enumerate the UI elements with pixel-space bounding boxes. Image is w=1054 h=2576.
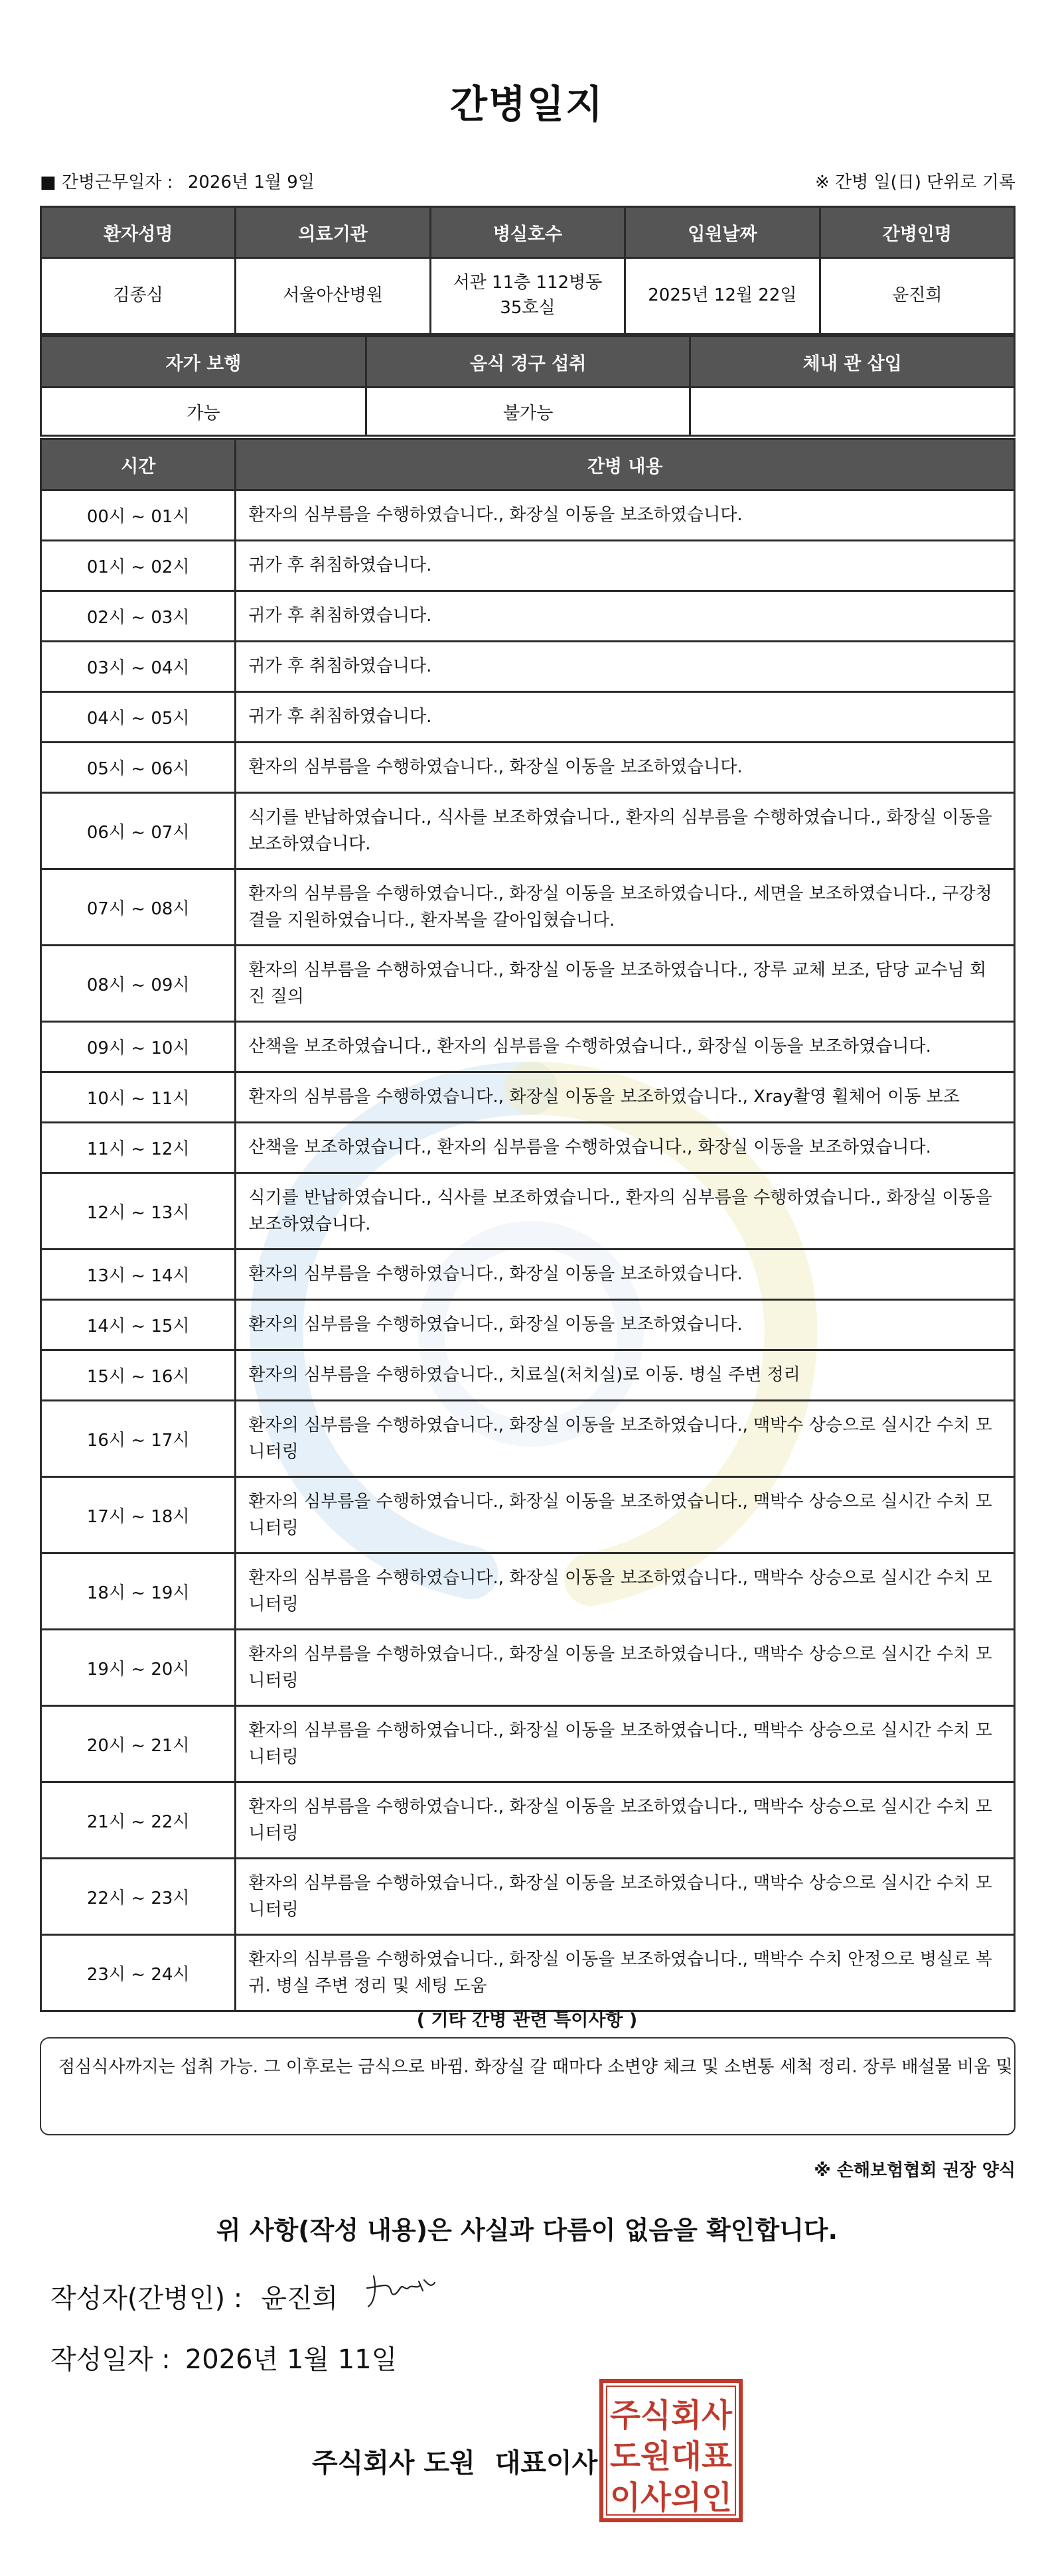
confirmation-statement: 위 사항(작성 내용)은 사실과 다름이 없음을 확인합니다. xyxy=(216,2216,838,2245)
meta-row xyxy=(40,169,1016,195)
hourly-care-log-table xyxy=(40,438,1016,2012)
table-row xyxy=(41,591,1015,642)
table-row xyxy=(41,490,1015,541)
table-row xyxy=(41,258,1015,334)
header-time: 시간 xyxy=(41,439,236,490)
table-row xyxy=(41,793,1015,869)
header-caregiver-name: 간병인명 xyxy=(820,207,1014,258)
log-content: 산책을 보조하였습니다., 환자의 심부름을 수행하였습니다., 화장실 이동을 보조하였습니다. xyxy=(236,1123,1015,1173)
special-notes-box: 점심식사까지는 섭취 가능. 그 이후로는 금식으로 바뀜. 화장실 갈 때마다 소변양 체크 및 소변통 세척 정리. 장루 배설물 비움 및 xyxy=(40,2037,1016,2135)
hospital: 서울아산병원 xyxy=(236,258,430,334)
log-content: 환자의 심부름을 수행하였습니다., 화장실 이동을 보조하였습니다., 맥박수 수치 안정으로 병실로 복귀. 병실 주변 정리 및 세팅 도움 xyxy=(236,1935,1015,2011)
representative-title: 대표이사 xyxy=(494,2448,598,2478)
log-time: 05시 ~ 06시 xyxy=(41,743,236,793)
table-row xyxy=(41,388,1015,436)
writer-label: 작성자(간병인) : xyxy=(50,2283,243,2314)
table-header-row xyxy=(41,207,1015,258)
log-time: 14시 ~ 15시 xyxy=(41,1300,236,1350)
written-date-value: 2026년 1월 11일 xyxy=(185,2344,398,2375)
tube-insertion-value xyxy=(690,388,1015,436)
company-name: 주식회사 도원 xyxy=(312,2448,475,2478)
table-row xyxy=(41,1553,1015,1630)
log-content: 환자의 심부름을 수행하였습니다., 화장실 이동을 보조하였습니다., 맥박수 상승으로 실시간 수치 모니터링 xyxy=(236,1706,1015,1782)
svg-text:도원대표: 도원대표 xyxy=(610,2438,733,2475)
table-row xyxy=(41,1859,1015,1935)
log-content: 귀가 후 취침하였습니다. xyxy=(236,692,1015,743)
log-content: 환자의 심부름을 수행하였습니다., 화장실 이동을 보조하였습니다., 맥박수 상승으로 실시간 수치 모니터링 xyxy=(236,1630,1015,1706)
table-row xyxy=(41,642,1015,692)
header-self-walking: 자가 보행 xyxy=(41,336,366,388)
log-content: 환자의 심부름을 수행하였습니다., 화장실 이동을 보조하였습니다., 맥박수 상승으로 실시간 수치 모니터링 xyxy=(236,1401,1015,1477)
table-row xyxy=(41,1350,1015,1401)
work-date-value: 2026년 1월 9일 xyxy=(187,173,315,192)
svg-text:이사의인: 이사의인 xyxy=(610,2479,732,2516)
header-oral-intake: 음식 경구 섭취 xyxy=(366,336,690,388)
log-time: 08시 ~ 09시 xyxy=(41,946,236,1022)
table-header-row xyxy=(41,336,1015,388)
company-line xyxy=(312,2442,597,2480)
writer-line xyxy=(50,2277,338,2315)
log-content: 환자의 심부름을 수행하였습니다., 화장실 이동을 보조하였습니다., 맥박수 상승으로 실시간 수치 모니터링 xyxy=(236,1477,1015,1553)
log-time: 06시 ~ 07시 xyxy=(41,793,236,869)
table-row xyxy=(41,1173,1015,1250)
work-date xyxy=(40,169,315,193)
table-row xyxy=(41,1477,1015,1553)
log-content: 귀가 후 취침하였습니다. xyxy=(236,591,1015,642)
table-row xyxy=(41,692,1015,743)
log-content: 식기를 반납하였습니다., 식사를 보조하였습니다., 환자의 심부름을 수행하였습니다., 화장실 이동을 보조하였습니다. xyxy=(236,1173,1015,1250)
log-time: 03시 ~ 04시 xyxy=(41,642,236,692)
log-time: 15시 ~ 16시 xyxy=(41,1350,236,1401)
log-time: 20시 ~ 21시 xyxy=(41,1706,236,1782)
log-time: 04시 ~ 05시 xyxy=(41,692,236,743)
table-row xyxy=(41,743,1015,793)
log-content: 환자의 심부름을 수행하였습니다., 화장실 이동을 보조하였습니다., Xray촬영 휠체어 이동 보조 xyxy=(236,1072,1015,1123)
svg-text:주식회사: 주식회사 xyxy=(610,2397,733,2434)
log-time: 01시 ~ 02시 xyxy=(41,541,236,591)
table-header-row xyxy=(41,439,1015,490)
table-row xyxy=(41,1401,1015,1477)
log-content: 귀가 후 취침하였습니다. xyxy=(236,642,1015,692)
log-content: 식기를 반납하였습니다., 식사를 보조하였습니다., 환자의 심부름을 수행하였습니다., 화장실 이동을 보조하였습니다. xyxy=(236,793,1015,869)
admission-date: 2025년 12월 22일 xyxy=(625,258,820,334)
form-source-note: ※ 손해보험협회 권장 양식 xyxy=(814,2161,1016,2181)
header-care-content: 간병 내용 xyxy=(236,439,1015,490)
log-content: 환자의 심부름을 수행하였습니다., 화장실 이동을 보조하였습니다., 맥박수 상승으로 실시간 수치 모니터링 xyxy=(236,1859,1015,1935)
special-notes-title: ( 기타 간병 관련 특이사항 ) xyxy=(416,2010,638,2031)
caregiver-name: 윤진희 xyxy=(820,258,1014,334)
header-hospital: 의료기관 xyxy=(236,207,430,258)
log-content: 환자의 심부름을 수행하였습니다., 화장실 이동을 보조하였습니다., 세면을 보조하였습니다., 구강청결을 지원하였습니다., 환자복을 갈아입혔습니다. xyxy=(236,869,1015,946)
table-row xyxy=(41,1630,1015,1706)
log-time: 13시 ~ 14시 xyxy=(41,1250,236,1300)
table-row xyxy=(41,1706,1015,1782)
log-time: 16시 ~ 17시 xyxy=(41,1401,236,1477)
log-time: 11시 ~ 12시 xyxy=(41,1123,236,1173)
log-content: 환자의 심부름을 수행하였습니다., 화장실 이동을 보조하였습니다. xyxy=(236,1250,1015,1300)
log-content: 환자의 심부름을 수행하였습니다., 화장실 이동을 보조하였습니다. xyxy=(236,490,1015,541)
patient-name: 김종심 xyxy=(41,258,236,334)
company-seal-stamp xyxy=(597,2377,745,2524)
room-number: 서관 11층 112병동 35호실 xyxy=(430,258,625,334)
log-time: 09시 ~ 10시 xyxy=(41,1022,236,1072)
log-content: 환자의 심부름을 수행하였습니다., 화장실 이동을 보조하였습니다., 맥박수 상승으로 실시간 수치 모니터링 xyxy=(236,1782,1015,1859)
header-patient-name: 환자성명 xyxy=(41,207,236,258)
self-walking-value: 가능 xyxy=(41,388,366,436)
log-content: 산책을 보조하였습니다., 환자의 심부름을 수행하였습니다., 화장실 이동을 보조하였습니다. xyxy=(236,1022,1015,1072)
header-tube-insertion: 체내 관 삽입 xyxy=(690,336,1015,388)
log-time: 23시 ~ 24시 xyxy=(41,1935,236,2011)
table-row xyxy=(41,1022,1015,1072)
log-content: 환자의 심부름을 수행하였습니다., 화장실 이동을 보조하였습니다. xyxy=(236,743,1015,793)
log-time: 02시 ~ 03시 xyxy=(41,591,236,642)
patient-status-table xyxy=(40,335,1016,437)
table-row xyxy=(41,541,1015,591)
log-time: 12시 ~ 13시 xyxy=(41,1173,236,1250)
table-row xyxy=(41,869,1015,946)
log-time: 22시 ~ 23시 xyxy=(41,1859,236,1935)
oral-intake-value: 불가능 xyxy=(366,388,690,436)
table-row xyxy=(41,1123,1015,1173)
log-content: 환자의 심부름을 수행하였습니다., 치료실(처치실)로 이동. 병실 주변 정리 xyxy=(236,1350,1015,1401)
unit-note: ※ 간병 일(日) 단위로 기록 xyxy=(814,173,1016,192)
written-date-label: 작성일자 : xyxy=(50,2344,171,2375)
document-title: 간병일지 xyxy=(449,82,605,127)
log-time: 17시 ~ 18시 xyxy=(41,1477,236,1553)
table-row xyxy=(41,1250,1015,1300)
log-time: 07시 ~ 08시 xyxy=(41,869,236,946)
log-time: 21시 ~ 22시 xyxy=(41,1782,236,1859)
log-content: 환자의 심부름을 수행하였습니다., 화장실 이동을 보조하였습니다. xyxy=(236,1300,1015,1350)
handwritten-signature xyxy=(362,2268,441,2315)
table-row xyxy=(41,1935,1015,2011)
log-content: 귀가 후 취침하였습니다. xyxy=(236,541,1015,591)
table-row xyxy=(41,1782,1015,1859)
log-time: 18시 ~ 19시 xyxy=(41,1553,236,1630)
header-room-number: 병실호수 xyxy=(430,207,625,258)
patient-info-table xyxy=(40,206,1016,335)
table-row xyxy=(41,1300,1015,1350)
log-time: 10시 ~ 11시 xyxy=(41,1072,236,1123)
log-time: 00시 ~ 01시 xyxy=(41,490,236,541)
table-row xyxy=(41,1072,1015,1123)
header-admission-date: 입원날짜 xyxy=(625,207,820,258)
table-row xyxy=(41,946,1015,1022)
log-content: 환자의 심부름을 수행하였습니다., 화장실 이동을 보조하였습니다., 맥박수 상승으로 실시간 수치 모니터링 xyxy=(236,1553,1015,1630)
written-date-line xyxy=(50,2338,397,2376)
writer-name: 윤진희 xyxy=(261,2283,339,2314)
log-content: 환자의 심부름을 수행하였습니다., 화장실 이동을 보조하였습니다., 장루 교체 보조, 담당 교수님 회진 질의 xyxy=(236,946,1015,1022)
work-date-label: ■ 간병근무일자 : xyxy=(40,173,173,192)
log-time: 19시 ~ 20시 xyxy=(41,1630,236,1706)
